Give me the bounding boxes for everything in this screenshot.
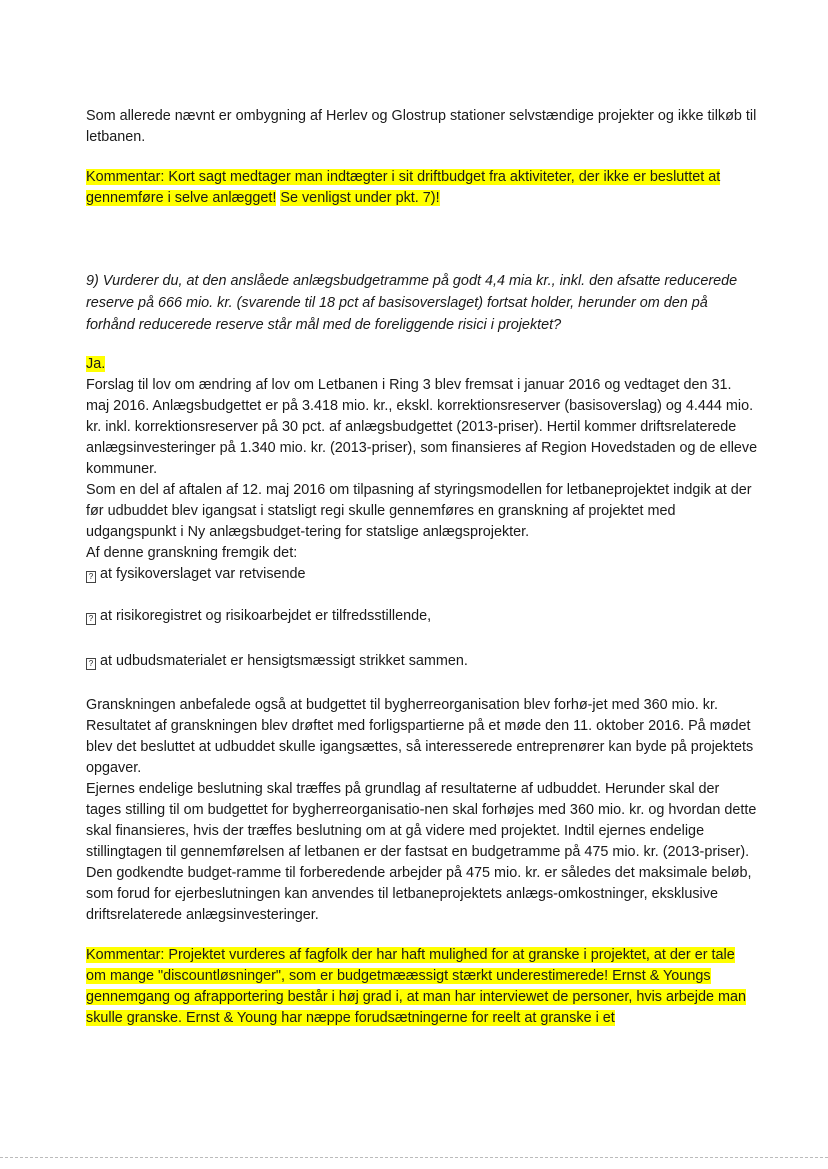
bullet-box-icon: ? (86, 658, 96, 670)
answer-paragraph-4: Granskningen anbefalede også at budgettet til bygherreorganisation blev forhø-jet med 360 mio. kr. (86, 697, 718, 713)
answer-short (86, 354, 758, 375)
bullet-box-icon: ? (86, 613, 96, 625)
comment-2 (86, 945, 758, 1029)
intro-paragraph: Som allerede nævnt er ombygning af Herlev og Glostrup stationer selvstændige projekter og ikke tilkøb til letbanen. (86, 108, 757, 145)
bullet-text: at fysikoverslaget var retvisende (100, 566, 306, 582)
answer-paragraph-3: Af denne granskning fremgik det: (86, 545, 298, 561)
bullet-box-icon: ? (86, 571, 96, 583)
page-bottom-edge (0, 1157, 828, 1159)
bullet-text: at risikoregistret og risikoarbejdet er tilfredsstillende, (100, 608, 432, 624)
comment-1-part-2: Se venligst under pkt. 7)! (280, 190, 440, 206)
answer-paragraph-6: Ejernes endelige beslutning skal træffes på grundlag af resultaterne af udbuddet. Herunder skal der tages stilling til om budgettet for bygherreorganisatio-nen skal forhøjes med 360 mio. kr. og hvordan dette skal finansieres, hvis der træffes beslutning om at gå videre med projektet. Indtil ejernes endelige stillingtagen til gennemførelsen af letbanen er der fastsat en budgetramme på 475 mio. kr. (2013-priser). Den godkendte budget-ramme til forberedende arbejder på 475 mio. kr. er således det maksimale beløb, som forud for ejerbeslutningen kan anvendes til letbaneprojektets anlægs-omkostninger, eksklusive driftsrelaterede anlægsinvesteringer. (86, 781, 757, 923)
question-9: 9) Vurderer du, at den anslåede anlægsbudgetramme på godt 4,4 mia kr., inkl. den afsatte reducerede reserve på 666 mio. kr. (svarende til 18 pct af basisoverslaget) fortsat holder, herunder om den på forhånd reducerede reserve står mål med de foreliggende risici i projektet? (86, 273, 738, 333)
answer-paragraph-5: Resultatet af granskningen blev drøftet med forligspartierne på et møde den 11. oktober 2016. På mødet blev det besluttet at udbuddet skulle igangsættes, så interesserede entreprenører kan byde på projektets opgaver. (86, 718, 754, 776)
answer-paragraph-1: Forslag til lov om ændring af lov om Letbanen i Ring 3 blev fremsat i januar 2016 og vedtaget den 31. maj 2016. Anlægsbudgettet er på 3.418 mio. kr., ekskl. korrektionsreserver (basisoverslag) og 4.444 mio. kr. inkl. korrektionsreserver på 30 pct. af anlægsbudgettet (2013-priser). Hertil kommer driftsrelaterede anlægsinvesteringer på 1.340 mio. kr. (2013-priser), som finansieres af Region Hovedstaden og de elleve kommuner. (86, 377, 758, 477)
comment-2-text: Kommentar: Projektet vurderes af fagfolk der har haft mulighed for at granske i projektet, at der er tale om mange "discountløsninger", som er budgetmææssigt stærkt underestimerede! Ernst & Youngs gennemgang og afrapportering består i høj grad i, at man har interviewet de personer, hvis arbejde man skulle granske. Ernst & Young har næppe forudsætningerne for reelt at granske i et (86, 947, 746, 1026)
answer-ja: Ja. (86, 356, 106, 372)
comment-1 (86, 167, 758, 209)
bullet-item (86, 564, 758, 585)
bullet-item (86, 651, 758, 672)
document-page (86, 106, 758, 1029)
bullet-text: at udbudsmaterialet er hensigtsmæssigt strikket sammen. (100, 653, 468, 669)
answer-paragraph-2: Som en del af aftalen af 12. maj 2016 om tilpasning af styringsmodellen for letbaneprojektet indgik at der før udbuddet blev igangsat i statsligt regi skulle gennemføres en granskning af projektet med udgangspunkt i Ny anlægsbudget-tering for statslige anlægsprojekter. (86, 482, 752, 540)
comment-1-part-1: Kommentar: Kort sagt medtager man indtægter i sit driftbudget fra aktiviteter, der ikke er besluttet at gennemføre i selve anlægget! (86, 169, 721, 206)
bullet-item (86, 606, 758, 627)
